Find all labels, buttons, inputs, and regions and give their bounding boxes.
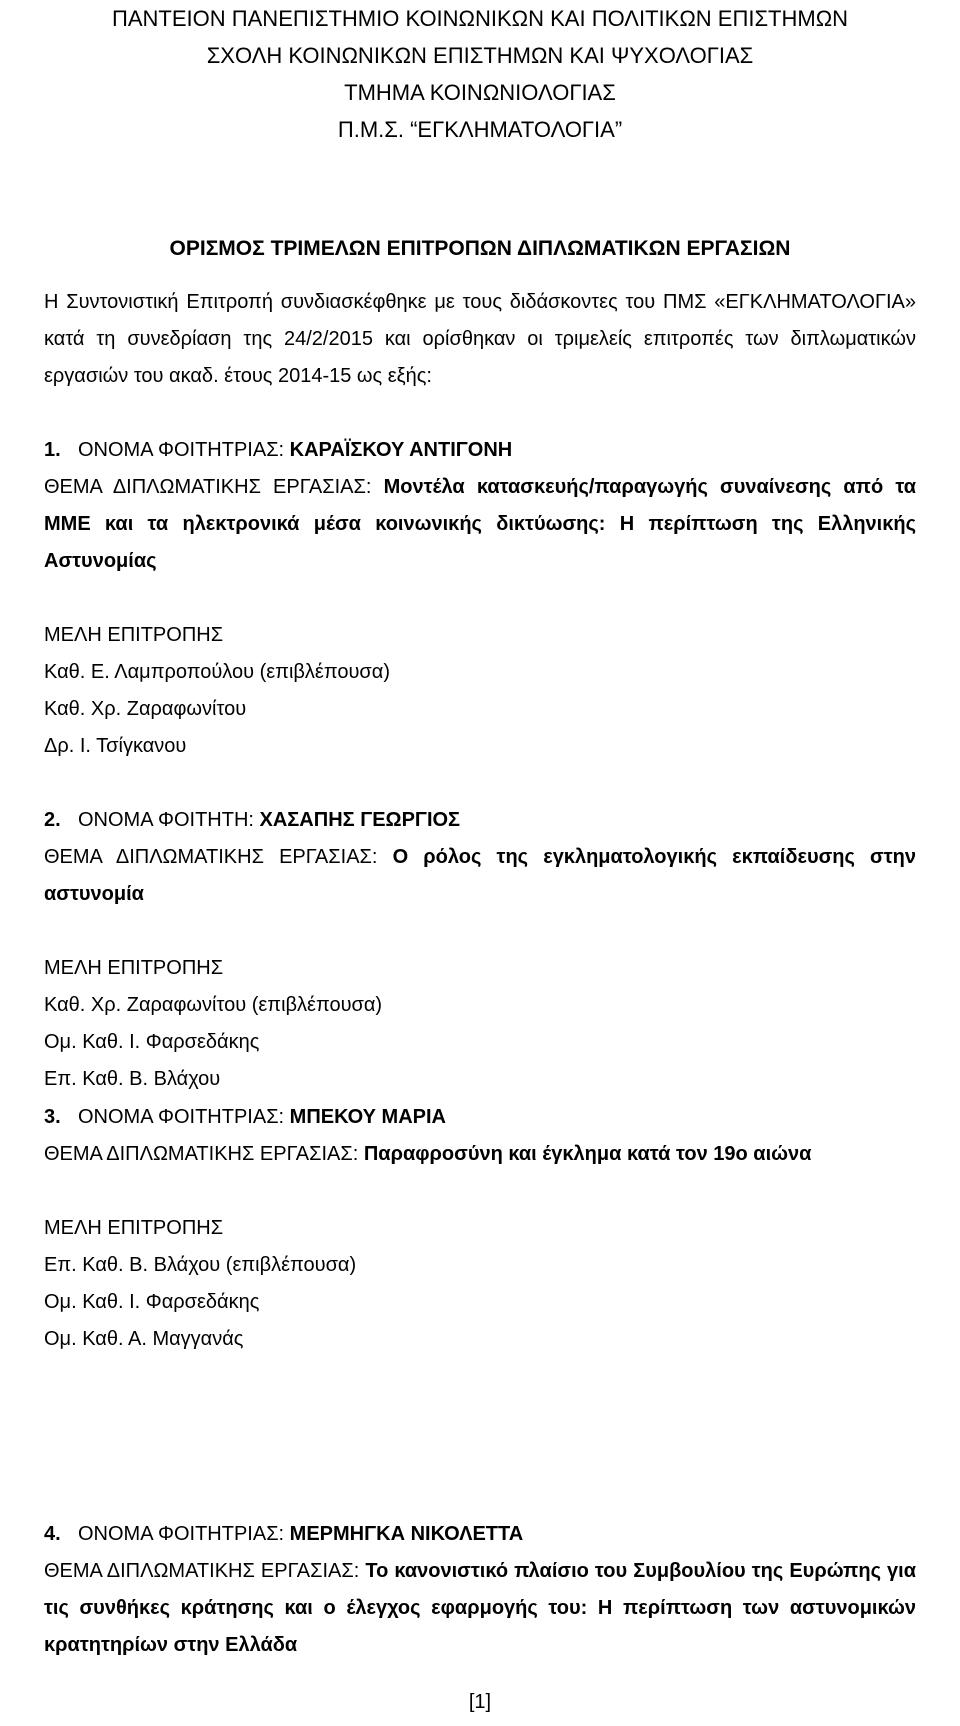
student-label: ΟΝΟΜΑ ΦΟΙΤΗΤΡΙΑΣ: <box>78 1106 290 1128</box>
committee-label: ΜΕΛΗ ΕΠΙΤΡΟΠΗΣ <box>44 624 224 646</box>
student-name: ΜΕΡΜΗΓΚΑ ΝΙΚΟΛΕΤΤΑ <box>289 1523 524 1545</box>
thesis-title: Το κανονιστικό πλαίσιο του Συμβουλίου της Ευρώπης για τις συνθήκες κράτησης και ο έλεγχος εφαρμογής του: Η περίπτωση των αστυνομικών κρατητηρίων στην Ελλάδα <box>44 1560 917 1656</box>
thesis-label: ΘΕΜΑ ΔΙΠΛΩΜΑΤΙΚΗΣ ΕΡΓΑΣΙΑΣ: <box>44 1143 364 1165</box>
page-title: ΟΡΙΣΜΟΣ ΤΡΙΜΕΛΩΝ ΕΠΙΤΡΟΠΩΝ ΔΙΠΛΩΜΑΤΙΚΩΝ ΕΡΓΑΣΙΩΝ <box>169 237 791 260</box>
student-label: ΟΝΟΜΑ ΦΟΙΤΗΤΗ: <box>78 809 260 831</box>
committee-member: Καθ. Ε. Λαμπροπούλου (επιβλέπουσα) <box>44 661 390 683</box>
committee-member: Ομ. Καθ. Ι. Φαρσεδάκης <box>44 1291 260 1313</box>
thesis-entry-1 <box>44 432 916 765</box>
thesis-entry-4 <box>44 1516 916 1664</box>
thesis-entry-3 <box>44 1099 916 1358</box>
student-line <box>44 432 916 469</box>
document-header <box>0 0 960 148</box>
thesis-label: ΘΕΜΑ ΔΙΠΛΩΜΑΤΙΚΗΣ ΕΡΓΑΣΙΑΣ: <box>44 846 393 868</box>
entry-number: 3. <box>44 1106 61 1128</box>
page-number: [1] <box>468 1691 492 1713</box>
committee-label: ΜΕΛΗ ΕΠΙΤΡΟΠΗΣ <box>44 1217 224 1239</box>
thesis-line <box>44 469 916 580</box>
committee-member: Δρ. Ι. Τσίγκανου <box>44 735 187 757</box>
entry-number: 2. <box>44 809 61 831</box>
committee-label: ΜΕΛΗ ΕΠΙΤΡΟΠΗΣ <box>44 957 224 979</box>
committee-member: Επ. Καθ. Β. Βλάχου (επιβλέπουσα) <box>44 1254 357 1276</box>
student-line <box>44 802 916 839</box>
student-label: ΟΝΟΜΑ ΦΟΙΤΗΤΡΙΑΣ: <box>78 1523 290 1545</box>
university-name: ΠΑΝΤΕΙΟΝ ΠΑΝΕΠΙΣΤΗΜΙΟ ΚΟΙΝΩΝΙΚΩΝ ΚΑΙ ΠΟΛΙΤΙΚΩΝ ΕΠΙΣΤΗΜΩΝ <box>111 6 849 31</box>
thesis-line <box>44 1136 916 1173</box>
student-line <box>44 1099 916 1136</box>
committee-member: Επ. Καθ. Β. Βλάχου <box>44 1068 221 1090</box>
student-name: ΜΠΕΚΟΥ ΜΑΡΙΑ <box>289 1106 446 1128</box>
program-name: Π.Μ.Σ. “ΕΓΚΛΗΜΑΤΟΛΟΓΙΑ” <box>337 117 623 142</box>
thesis-title: Παραφροσύνη και έγκλημα κατά τον 19ο αιώνα <box>363 1143 812 1165</box>
thesis-title: Ο ρόλος της εγκληματολογικής εκπαίδευσης στην αστυνομία <box>44 846 917 905</box>
department-name: ΤΜΗΜΑ ΚΟΙΝΩΝΙΟΛΟΓΙΑΣ <box>344 80 616 105</box>
student-line <box>44 1516 916 1553</box>
committee-member: Καθ. Χρ. Ζαραφωνίτου <box>44 698 247 720</box>
thesis-label: ΘΕΜΑ ΔΙΠΛΩΜΑΤΙΚΗΣ ΕΡΓΑΣΙΑΣ: <box>44 1560 366 1582</box>
thesis-title: Μοντέλα κατασκευής/παραγωγής συναίνεσης από τα ΜΜΕ και τα ηλεκτρονικά μέσα κοινωνικής δικτύωσης: Η περίπτωση της Ελληνικής Αστυνομίας <box>44 476 916 572</box>
thesis-label: ΘΕΜΑ ΔΙΠΛΩΜΑΤΙΚΗΣ ΕΡΓΑΣΙΑΣ: <box>44 476 384 498</box>
committee-member: Ομ. Καθ. Α. Μαγγανάς <box>44 1328 244 1350</box>
entry-number: 4. <box>44 1523 61 1545</box>
committee-member: Ομ. Καθ. Ι. Φαρσεδάκης <box>44 1031 260 1053</box>
thesis-line <box>44 839 916 913</box>
student-name: ΧΑΣΑΠΗΣ ΓΕΩΡΓΙΟΣ <box>259 809 461 831</box>
school-name: ΣΧΟΛΗ ΚΟΙΝΩΝΙΚΩΝ ΕΠΙΣΤΗΜΩΝ ΚΑΙ ΨΥΧΟΛΟΓΙΑΣ <box>206 43 754 68</box>
committee-member: Καθ. Χρ. Ζαραφωνίτου (επιβλέπουσα) <box>44 994 383 1016</box>
entry-number: 1. <box>44 439 61 461</box>
thesis-line <box>44 1553 916 1664</box>
thesis-entry-2 <box>44 802 916 1098</box>
intro-paragraph: Η Συντονιστική Επιτροπή συνδιασκέφθηκε με τους διδάσκοντες του ΠΜΣ «ΕΓΚΛΗΜΑΤΟΛΟΓΙΑ» κατά τη συνεδρίαση της 24/2/2015 και ορίσθηκαν οι τριμελείς επιτροπές των διπλωματικών εργασιών του ακαδ. έτους 2014-15 ως εξής: <box>44 291 916 387</box>
student-label: ΟΝΟΜΑ ΦΟΙΤΗΤΡΙΑΣ: <box>78 439 290 461</box>
student-name: ΚΑΡΑΪΣΚΟΥ ΑΝΤΙΓΟΝΗ <box>289 439 513 461</box>
